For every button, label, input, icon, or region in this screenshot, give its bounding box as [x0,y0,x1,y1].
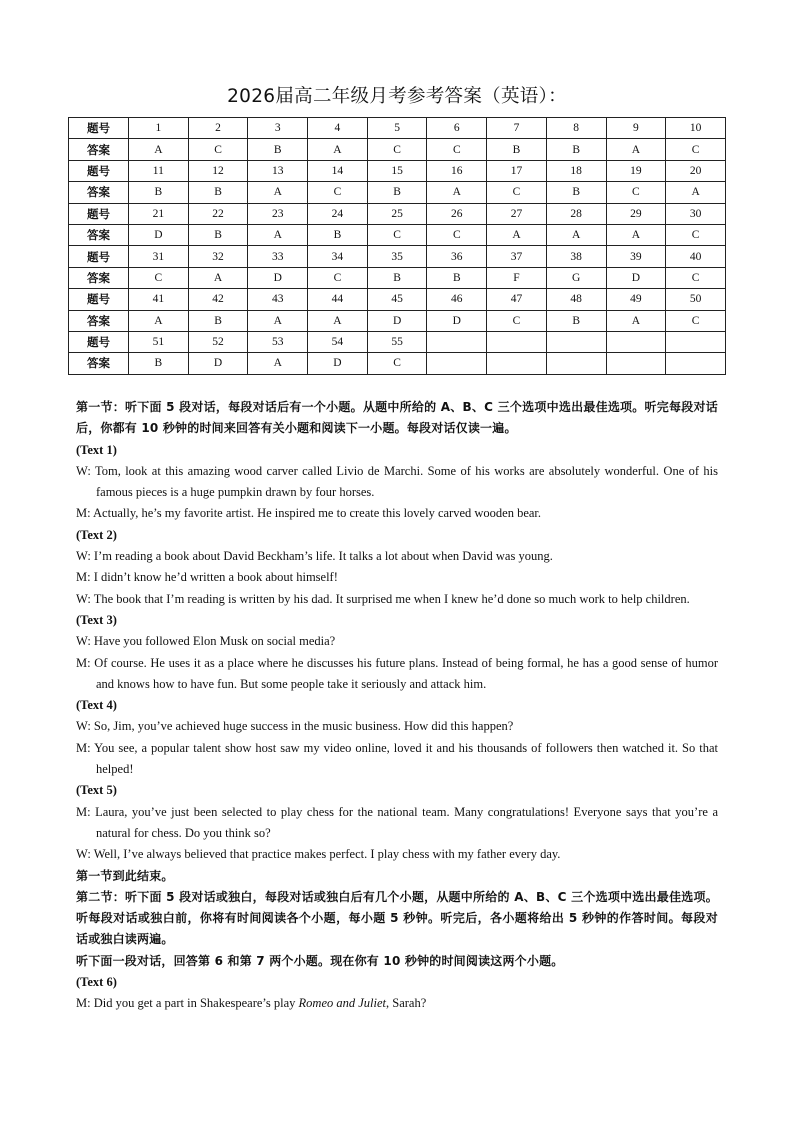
answer-cell [427,353,487,374]
question-number-cell: 19 [606,160,666,181]
dialogue-line: W: The book that I’m reading is written by his dad. It surprised me when I knew he’d done so much work to help children. [76,591,690,606]
question-number-cell: 13 [248,160,308,181]
answer-cell: C [308,267,368,288]
question-number-row [69,203,726,224]
answer-cell: C [666,310,726,331]
question-number-cell: 24 [308,203,368,224]
answer-cell: A [248,353,308,374]
question-number-row [69,246,726,267]
listening-transcript [76,397,718,1015]
answer-cell: B [546,139,606,160]
question-number-cell: 52 [188,331,248,352]
answer-row [69,267,726,288]
question-label-cell: 题号 [69,160,129,181]
question-number-cell: 51 [129,331,189,352]
question-number-cell: 45 [367,289,427,310]
section1-instructions: 第一节：听下面 5 段对话，每段对话后有一个小题。从题中所给的 A、B、C 三个选项中选出最佳选项。听完每段对话后，你都有 10 秒钟的时间来回答有关小题和阅读下一小题。每段对话仅读一遍。 [76,400,718,436]
answer-cell: B [248,139,308,160]
answer-cell: A [248,182,308,203]
question-number-cell: 6 [427,118,487,139]
answer-cell: A [487,224,547,245]
question-number-cell: 34 [308,246,368,267]
answer-cell: A [606,310,666,331]
question-number-cell: 36 [427,246,487,267]
question-number-cell: 31 [129,246,189,267]
question-number-cell: 12 [188,160,248,181]
answer-cell [666,353,726,374]
answer-cell: C [188,139,248,160]
play-title: Romeo and Juliet [298,996,387,1011]
dialogue-line: W: I’m reading a book about David Beckham’s life. It talks a lot about when David was young. [76,549,553,564]
question-number-cell: 29 [606,203,666,224]
answer-label-cell: 答案 [69,353,129,374]
answer-cell: A [427,182,487,203]
question-number-cell [546,331,606,352]
answer-cell: A [308,310,368,331]
page-title: 2026届高二年级月考参考答案（英语）： [227,86,567,107]
section1-end-note: 第一节到此结束。 [76,868,174,883]
dialogue-line [76,993,718,1014]
answer-cell: C [606,182,666,203]
question-label-cell: 题号 [69,246,129,267]
answer-cell: A [188,267,248,288]
answer-cell: C [666,139,726,160]
question-number-cell: 9 [606,118,666,139]
answer-cell: D [427,310,487,331]
question-number-cell: 37 [487,246,547,267]
answer-cell: D [308,353,368,374]
question-label-cell: 题号 [69,289,129,310]
answer-cell: B [129,353,189,374]
answer-cell: A [248,310,308,331]
question-number-cell: 2 [188,118,248,139]
section2-instructions: 第二节：听下面 5 段对话或独白，每段对话或独白后有几个小题，从题中所给的 A、B、C 三个选项中选出最佳选项。听每段对话或独白前，你将有时间阅读各个小题，每小题 5 秒钟。听完后，各小题将给出 5 秒钟的作答时间。每段对话或独白读两遍。 [76,889,718,947]
question-label-cell: 题号 [69,331,129,352]
answer-cell: G [546,267,606,288]
answer-row [69,182,726,203]
question-number-cell [606,331,666,352]
answer-label-cell: 答案 [69,310,129,331]
answer-cell: A [606,224,666,245]
answer-cell [487,353,547,374]
question-number-row [69,289,726,310]
answer-cell: C [308,182,368,203]
question-number-cell [487,331,547,352]
answer-cell: A [248,224,308,245]
answer-cell: C [367,353,427,374]
dialogue-line: M: I didn’t know he’d written a book about himself! [76,570,338,585]
answer-label-cell: 答案 [69,182,129,203]
question-number-cell: 14 [308,160,368,181]
answer-cell: A [546,224,606,245]
question-number-cell: 32 [188,246,248,267]
dialogue-line: W: Have you followed Elon Musk on social media? [76,634,336,649]
dialogue-line: M: Of course. He uses it as a place where he discusses his future plans. Instead of being formal, he has a good sense of humor and knows how to have fun. But some people take it seriously and attack him. [76,655,718,691]
question-number-cell: 10 [666,118,726,139]
answer-cell: C [487,182,547,203]
question-number-cell: 33 [248,246,308,267]
question-number-row [69,160,726,181]
answer-cell: A [129,310,189,331]
answer-cell: C [129,267,189,288]
answer-cell: C [427,139,487,160]
answer-cell: B [188,224,248,245]
question-number-cell: 44 [308,289,368,310]
answer-cell: B [546,310,606,331]
answer-table [68,117,726,375]
answer-cell: B [427,267,487,288]
answer-cell: B [188,182,248,203]
question-number-cell: 55 [367,331,427,352]
answer-cell: D [606,267,666,288]
question-number-cell: 17 [487,160,547,181]
dialogue-line: W: So, Jim, you’ve achieved huge success in the music business. How did this happen? [76,719,514,734]
answer-cell: D [188,353,248,374]
answer-cell: B [546,182,606,203]
answer-cell: A [308,139,368,160]
question-number-cell: 27 [487,203,547,224]
question-number-cell: 18 [546,160,606,181]
answer-cell: C [367,224,427,245]
dialogue-line: W: Tom, look at this amazing wood carver called Livio de Marchi. Some of his works are absolutely wonderful. One of his famous pieces is a huge pumpkin drawn by four horses. [76,463,718,500]
dialogue-line-end: , Sarah? [386,996,427,1011]
dialogue-line: M: Actually, he’s my favorite artist. He inspired me to create this lovely carved wooden bear. [76,506,542,521]
question-number-cell: 38 [546,246,606,267]
question-number-cell: 47 [487,289,547,310]
answer-label-cell: 答案 [69,224,129,245]
question-number-cell: 8 [546,118,606,139]
answer-row [69,353,726,374]
question-number-cell: 25 [367,203,427,224]
question-label-cell: 题号 [69,118,129,139]
text-label: (Text 6) [76,975,117,990]
question-number-cell: 49 [606,289,666,310]
question-number-cell: 26 [427,203,487,224]
answer-cell: B [188,310,248,331]
answer-cell: A [129,139,189,160]
question-number-cell: 39 [606,246,666,267]
question-number-cell: 30 [666,203,726,224]
question-number-cell: 40 [666,246,726,267]
answer-cell: A [666,182,726,203]
dialogue-line: M: Laura, you’ve just been selected to play chess for the national team. Many congratulations! Everyone says that you’re a natural for chess. Do you think so? [76,804,718,840]
question-number-cell: 35 [367,246,427,267]
question-number-cell: 3 [248,118,308,139]
answer-cell: B [367,182,427,203]
answer-row [69,139,726,160]
question-number-cell: 20 [666,160,726,181]
answer-row [69,224,726,245]
question-number-cell: 41 [129,289,189,310]
answer-cell: C [487,310,547,331]
question-number-cell: 43 [248,289,308,310]
question-number-cell: 22 [188,203,248,224]
question-number-cell: 11 [129,160,189,181]
section1-dialogues [76,440,718,866]
answer-cell: C [666,267,726,288]
text-label: (Text 1) [76,442,117,457]
dialogue-line: M: You see, a popular talent show host saw my video online, loved it and his thousands of followers then watched it. So that helped! [76,740,718,777]
question-number-cell: 53 [248,331,308,352]
text-label: (Text 3) [76,612,117,627]
question-number-cell: 7 [487,118,547,139]
answer-cell [546,353,606,374]
answer-cell: B [487,139,547,160]
answer-cell: D [129,224,189,245]
question-number-cell [427,331,487,352]
answer-cell: C [427,224,487,245]
question-number-cell: 16 [427,160,487,181]
answer-cell: B [308,224,368,245]
dialogue-line-start: M: Did you get a part in Shakespeare’s play [76,996,299,1011]
question-number-cell: 46 [427,289,487,310]
answer-row [69,310,726,331]
question-number-cell: 23 [248,203,308,224]
answer-label-cell: 答案 [69,139,129,160]
question-number-cell: 28 [546,203,606,224]
question-number-cell: 4 [308,118,368,139]
question-number-cell: 15 [367,160,427,181]
question-number-cell: 5 [367,118,427,139]
answer-cell: C [666,224,726,245]
question-number-cell: 48 [546,289,606,310]
answer-label-cell: 答案 [69,267,129,288]
answer-cell: F [487,267,547,288]
answer-cell: D [367,310,427,331]
question-number-cell: 42 [188,289,248,310]
question-number-row [69,331,726,352]
question-number-cell: 54 [308,331,368,352]
section2-sub-instruction: 听下面一段对话，回答第 6 和第 7 两个小题。现在你有 10 秒钟的时间阅读这两个小题。 [76,953,564,968]
answer-cell: B [129,182,189,203]
text-label: (Text 4) [76,698,117,713]
question-number-cell [666,331,726,352]
answer-cell: D [248,267,308,288]
dialogue-line: W: Well, I’ve always believed that practice makes perfect. I play chess with my father every day. [76,847,561,862]
question-number-cell: 50 [666,289,726,310]
answer-cell: C [367,139,427,160]
text-label: (Text 5) [76,783,117,798]
question-label-cell: 题号 [69,203,129,224]
answer-cell: B [367,267,427,288]
question-number-row [69,118,726,139]
answer-cell: A [606,139,666,160]
question-number-cell: 21 [129,203,189,224]
answer-cell [606,353,666,374]
question-number-cell: 1 [129,118,189,139]
text-label: (Text 2) [76,527,117,542]
